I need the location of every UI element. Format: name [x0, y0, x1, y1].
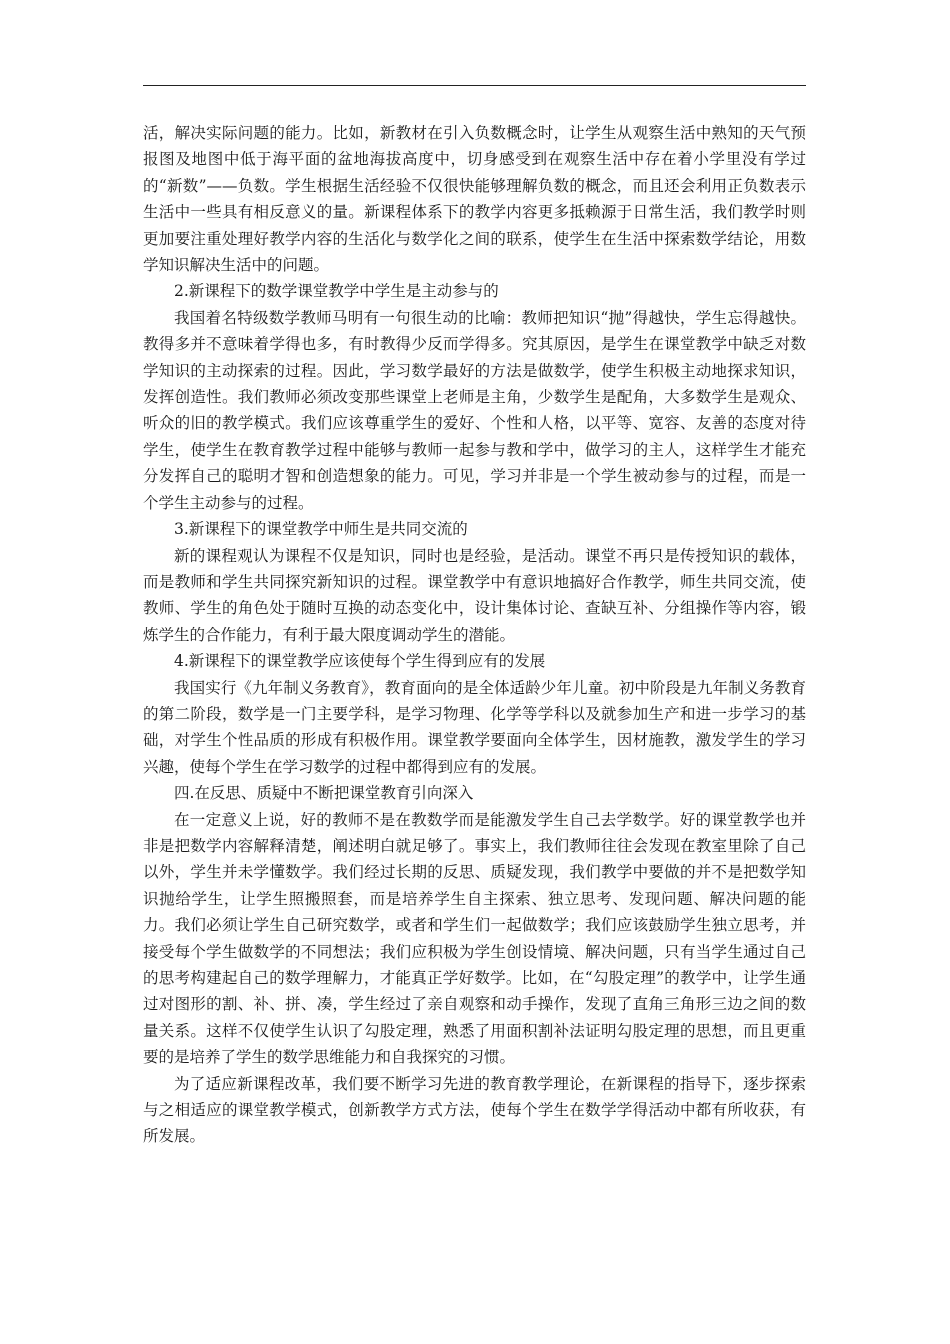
section-heading-2: 2.新课程下的数学课堂教学中学生是主动参与的 [174, 282, 499, 301]
paragraph-reflection: 在一定意义上说，好的教师不是在教数学而是能激发学生自己去学数学。好的课堂教学也并非是把数学内容解释清楚，阐述明白就足够了。事实上，我们教师往往会发现在教室里除了自己以外，学生并未学懂数学。我们经过长期的反思、质疑发现，我们教学中要做的并不是把数学知识抛给学生，让学生照搬照套，而是培养学生自主探索、独立思考、发现问题、解决问题的能力。我们必须让学生自己研究数学，或者和学生们一起做数学；我们应该鼓励学生独立思考，并接受每个学生做数学的不同想法；我们应积极为学生创设情境、解决问题，只有当学生通过自己的思考构建起自己的数学理解力，才能真正学好数学。比如，在“勾股定理”的教学中，让学生通过对图形的割、补、拼、凑，学生经过了亲自观察和动手操作，发现了直角三角形三边之间的数量关系。这样不仅使学生认识了勾股定理，熟悉了用面积割补法证明勾股定理的思想，而且更重要的是培养了学生的数学思维能力和自我探究的习惯。 [143, 810, 806, 1067]
paragraph-communication: 新的课程观认为课程不仅是知识，同时也是经验，是活动。课堂不再只是传授知识的载体，而是教师和学生共同探究新知识的过程。课堂教学中有意识地搞好合作教学，师生共同交流，使教师、学生的角色处于随时互换的动态变化中，设计集体讨论、查缺互补、分组操作等内容，锻炼学生的合作能力，有利于最大限度调动学生的潜能。 [143, 546, 806, 644]
paragraph-development: 我国实行《九年制义务教育》，教育面向的是全体适龄少年儿童。初中阶段是九年制义务教育的第二阶段，数学是一门主要学科，是学习物理、化学等学科以及就参加生产和进一步学习的基础，对学生个性品质的形成有积极作用。课堂教学要面向全体学生，因材施教，激发学生的学习兴趣，使每个学生在学习数学的过程中都得到应有的发展。 [143, 678, 806, 776]
paragraph-active-participation: 我国着名特级数学教师马明有一句很生动的比喻：教师把知识“抛”得越快，学生忘得越快。教得多并不意味着学得也多，有时教得少反而学得多。究其原因，是学生在课堂教学中缺乏对数学知识的主动探索的过程。因此，学习数学最好的方法是做数学，使学生积极主动地探求知识，发挥创造性。我们教师必须改变那些课堂上老师是主角，少数学生是配角，大多数学生是观众、听众的旧的教学模式。我们应该尊重学生的爱好、个性和人格，以平等、宽容、友善的态度对待学生，使学生在教育教学过程中能够与教师一起参与教和学中，做学习的主人，这样学生才能充分发挥自己的聪明才智和创造想象的能力。可见，学习并非是一个学生被动参与的过程，而是一个学生主动参与的过程。 [143, 308, 806, 512]
section-heading-four: 四.在反思、质疑中不断把课堂教育引向深入 [174, 784, 474, 803]
paragraph-continued: 活，解决实际问题的能力。比如，新教材在引入负数概念时，让学生从观察生活中熟知的天气预报图及地图中低于海平面的盆地海拔高度中，切身感受到在观察生活中存在着小学里没有学过的“新数”——负数。学生根据生活经验不仅很快能够理解负数的概念，而且还会利用正负数表示生活中一些具有相反意义的量。新课程体系下的教学内容更多抵赖源于日常生活，我们教学时则更加要注重处理好教学内容的生活化与数学化之间的联系，使学生在生活中探索数学结论，用数学知识解决生活中的问题。 [143, 124, 806, 275]
section-heading-3: 3.新课程下的课堂教学中师生是共同交流的 [174, 520, 468, 539]
paragraph-conclusion: 为了适应新课程改革，我们要不断学习先进的教育教学理论，在新课程的指导下，逐步探索与之相适应的课堂教学模式，创新教学方式方法，使每个学生在数学学得活动中都有所收获，有所发展。 [143, 1074, 806, 1146]
section-heading-4: 4.新课程下的课堂教学应该使每个学生得到应有的发展 [174, 652, 546, 671]
header-rule [143, 85, 806, 86]
document-body [143, 120, 806, 1150]
